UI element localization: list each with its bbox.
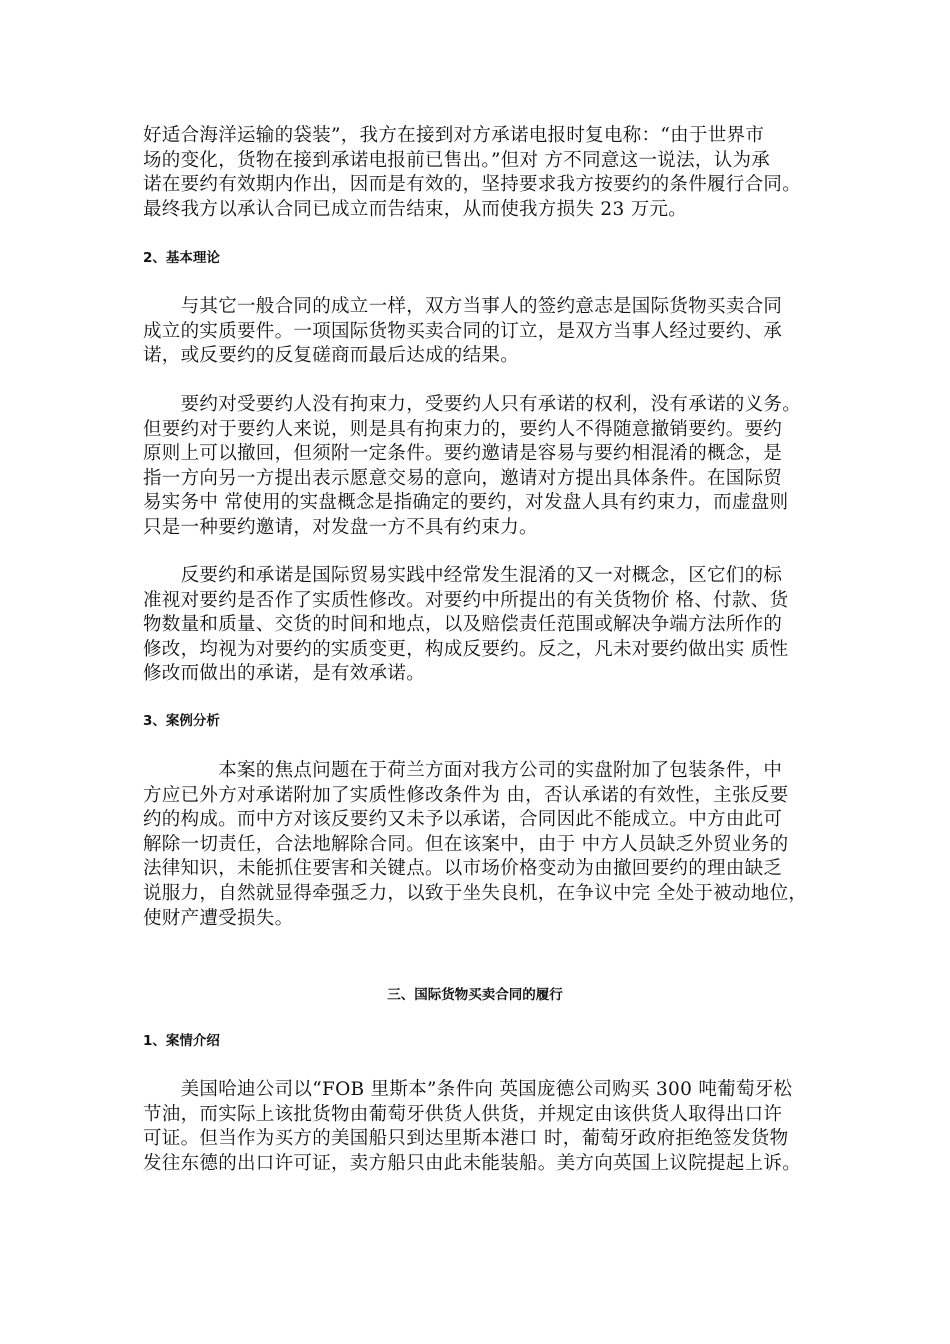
paragraph-offer-binding: [143, 393, 823, 541]
text-line: 只是一种要约邀请，对发盘一方不具有约束力。: [143, 516, 538, 538]
text-line: 好适合海洋运输的袋装”，我方在接到对方承诺电报时复电称：“由于世界市: [143, 125, 765, 146]
section-heading-case-analysis: 3、案例分析: [143, 713, 220, 729]
text-line: 诺，或反要约的反复磋商而最后达成的结果。: [143, 345, 520, 367]
text-line: 修改，均视为对要约的实质变更，构成反要约。反之，凡未对要约做出实 质性: [143, 638, 789, 660]
text-line: 要约对受要约人没有拘束力，受要约人只有承诺的权利，没有承诺的义务。: [143, 394, 802, 415]
text-line: 约的构成。而中方对该反要约又未予以承诺，合同因此不能成立。中方由此可: [143, 809, 783, 831]
section-heading-case-introduction: 1、案情介绍: [143, 1033, 220, 1049]
text-line: 美国哈迪公司以“FOB 里斯本”条件向 英国庞德公司购买 300 吨葡萄牙松: [143, 1079, 793, 1100]
text-line: 但要约对于要约人来说，则是具有拘束力的，要约人不得随意撤销要约。要约: [143, 418, 783, 440]
text-line: 原则上可以撤回，但须附一定条件。要约邀请是容易与要约相混淆的概念，是: [143, 443, 783, 465]
text-line: 使财产遭受损失。: [143, 907, 294, 929]
text-line: 解除一切责任，合法地解除合同。但在该案中，由于 中方人员缺乏外贸业务的: [143, 833, 789, 855]
chapter-heading-contract-performance: 三、国际货物买卖合同的履行: [387, 987, 563, 1003]
section-heading-basic-theory: 2、基本理论: [143, 250, 220, 266]
text-line: 反要约和承诺是国际贸易实践中经常发生混淆的又一对概念，区它们的标: [143, 565, 783, 586]
text-line: 法律知识，未能抓住要害和关键点。以市场价格变动为由撤回要约的理由缺乏: [143, 858, 783, 880]
text-line: 准视对要约是否作了实质性修改。对要约中所提出的有关货物价 格、付款、货: [143, 589, 789, 611]
paragraph-case-outcome: [143, 124, 823, 222]
text-line: 最终我方以承认合同已成立而告结束，从而使我方损失 23 万元。: [143, 198, 688, 220]
text-line: 修改而做出的承诺，是有效承诺。: [143, 663, 426, 685]
text-line: 易实务中 常使用的实盘概念是指确定的要约，对发盘人具有约束力，而虚盘则: [143, 492, 789, 514]
text-line: 节油，而实际上该批货物由葡萄牙供货人供货，并规定由该供货人取得出口许: [143, 1103, 783, 1125]
text-line: 本案的焦点问题在于荷兰方面对我方公司的实盘附加了包装条件，中: [143, 760, 783, 781]
text-line: 成立的实质要件。一项国际货物买卖合同的订立，是双方当事人经过要约、承: [143, 320, 783, 342]
text-line: 指一方向另一方提出表示愿意交易的意向，邀请对方提出具体条件。在国际贸: [143, 467, 783, 489]
text-line: 说服力，自然就显得牵强乏力，以致于坐失良机，在争议中完 全处于被动地位，: [143, 882, 808, 904]
text-line: 诺在要约有效期内作出，因而是有效的，坚持要求我方按要约的条件履行合同。: [143, 174, 802, 196]
text-line: 可证。但当作为买方的美国船只到达里斯本港口 时，葡萄牙政府拒绝签发货物: [143, 1128, 789, 1150]
paragraph-contract-formation: [143, 295, 823, 369]
text-line: 方应已外方对承诺附加了实质性修改条件为 由，否认承诺的有效性，主张反要: [143, 784, 789, 806]
text-line: 物数量和质量、交货的时间和地点，以及赔偿责任范围或解决争端方法所作的: [143, 614, 783, 636]
paragraph-case-introduction: [143, 1078, 823, 1176]
text-line: 与其它一般合同的成立一样，双方当事人的签约意志是国际货物买卖合同: [143, 296, 783, 317]
text-line: 场的变化，货物在接到承诺电报前已售出。”但对 方不同意这一说法，认为承: [143, 149, 771, 171]
paragraph-case-analysis: [143, 759, 823, 931]
text-line: 发往东德的出口许可证，卖方船只由此未能装船。美方向英国上议院提起上诉。: [143, 1152, 802, 1174]
paragraph-counter-offer: [143, 564, 823, 687]
